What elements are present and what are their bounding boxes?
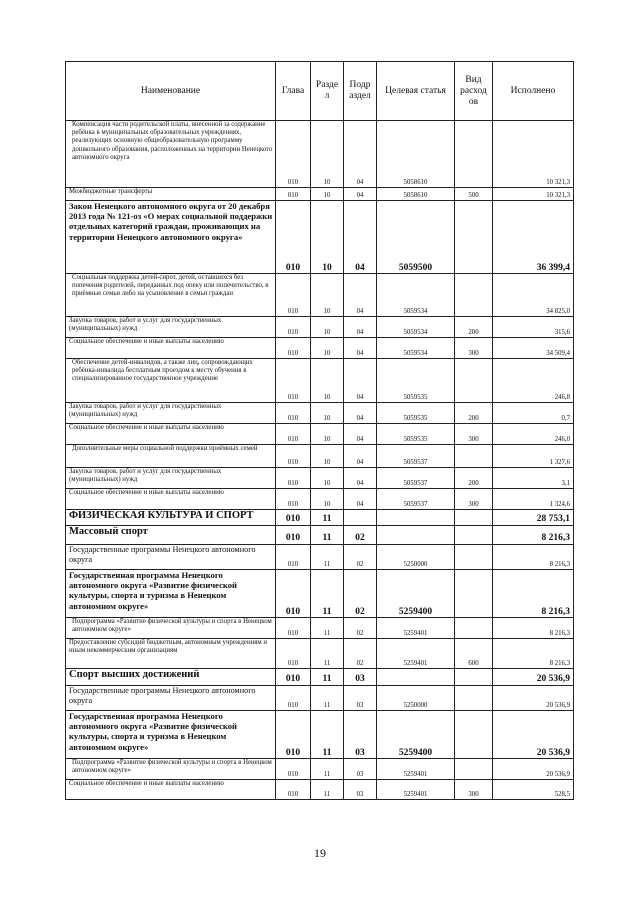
row-name: Социальное обеспечение и иные выплаты населению [66,489,276,510]
row-subsection: 04 [344,121,377,188]
row-subsection: 04 [344,359,377,403]
table-row [66,403,574,424]
row-section: 10 [311,445,344,468]
row-name: Компенсация части родительской платы, внесенной за содержание ребёнка в муниципальных образовательных учреждениях, реализующих основную общеобразовательную программу дошкольного образования, расположенных на территории Ненецкого автономного округа [66,121,276,188]
row-executed: 34 825,0 [493,274,574,317]
row-executed: 246,8 [493,359,574,403]
row-subsection: 02 [344,570,377,618]
row-section: 11 [311,570,344,618]
row-subsection: 02 [344,618,377,639]
row-section: 10 [311,338,344,359]
row-expense [455,526,493,545]
row-expense [455,359,493,403]
row-subsection: 02 [344,639,377,669]
table-row [66,274,574,317]
row-name: ФИЗИЧЕСКАЯ КУЛЬТУРА И СПОРТ [66,510,276,526]
row-expense [455,618,493,639]
row-chapter: 010 [276,526,311,545]
row-expense: 200 [455,317,493,338]
row-chapter: 010 [276,780,311,800]
row-executed: 246,0 [493,424,574,445]
row-chapter: 010 [276,669,311,686]
page-number: 19 [314,846,326,860]
budget-table-container [65,61,573,800]
table-row [66,526,574,545]
table-row [66,639,574,669]
row-expense: 600 [455,639,493,669]
row-expense: 300 [455,338,493,359]
row-chapter: 010 [276,274,311,317]
table-row [66,338,574,359]
row-section: 11 [311,711,344,759]
row-expense [455,445,493,468]
row-chapter: 010 [276,317,311,338]
row-section: 11 [311,669,344,686]
row-section: 11 [311,545,344,570]
row-target [377,526,455,545]
table-row [66,545,574,570]
row-executed: 315,6 [493,317,574,338]
row-target: 5059537 [377,489,455,510]
row-chapter: 010 [276,686,311,711]
row-expense [455,201,493,274]
row-section: 10 [311,274,344,317]
row-name: Подпрограмма «Развитие физической культуры и спорта в Ненецком автономном округе» [66,618,276,639]
row-executed: 10 321,3 [493,188,574,201]
header-name: Наименование [66,62,276,121]
row-name: Государственные программы Ненецкого автономного округа [66,545,276,570]
row-name: Государственная программа Ненецкого автономного округа «Развитие физической культуры, спорта и туризма в Ненецком автономном округе» [66,711,276,759]
table-row [66,780,574,800]
row-section: 10 [311,188,344,201]
row-chapter: 010 [276,468,311,489]
row-subsection: 03 [344,780,377,800]
row-section: 10 [311,201,344,274]
row-executed: 0,7 [493,403,574,424]
row-target: 5059537 [377,445,455,468]
row-expense [455,711,493,759]
row-name: Государственные программы Ненецкого автономного округа [66,686,276,711]
table-row [66,359,574,403]
header-section: Разде л [311,62,344,121]
row-subsection: 04 [344,489,377,510]
row-expense [455,121,493,188]
row-expense [455,669,493,686]
row-subsection: 04 [344,445,377,468]
row-chapter: 010 [276,359,311,403]
row-name: Межбюджетные трансферты [66,188,276,201]
row-target [377,510,455,526]
row-executed: 20 536,9 [493,669,574,686]
row-expense [455,274,493,317]
row-section: 10 [311,403,344,424]
row-name: Закон Ненецкого автономного округа от 20 декабря 2013 года № 121-оз «О мерах социальной поддержки отдельных категорий граждан, проживающих на территории Ненецкого автономного округа» [66,201,276,274]
table-row [66,618,574,639]
row-chapter: 010 [276,489,311,510]
table-row [66,201,574,274]
row-name: Социальное обеспечение и иные выплаты населению [66,780,276,800]
row-section: 11 [311,618,344,639]
row-section: 10 [311,317,344,338]
table-row [66,424,574,445]
table-row [66,686,574,711]
row-target: 5058610 [377,121,455,188]
row-name: Закупка товаров, работ и услуг для государственных (муниципальных) нужд [66,403,276,424]
row-name: Социальное обеспечение и иные выплаты населению [66,338,276,359]
row-executed: 8 216,3 [493,618,574,639]
header-expense: Вид расход ов [455,62,493,121]
row-executed: 8 216,3 [493,570,574,618]
row-section: 10 [311,359,344,403]
row-chapter: 010 [276,639,311,669]
row-chapter: 010 [276,545,311,570]
row-subsection: 04 [344,188,377,201]
row-chapter: 010 [276,445,311,468]
row-expense [455,759,493,780]
row-section: 11 [311,639,344,669]
row-target: 5259401 [377,759,455,780]
row-target [377,669,455,686]
row-executed: 36 399,4 [493,201,574,274]
row-chapter: 010 [276,201,311,274]
row-expense: 500 [455,188,493,201]
row-section: 10 [311,489,344,510]
row-target: 5059535 [377,403,455,424]
row-subsection: 04 [344,201,377,274]
row-expense: 300 [455,489,493,510]
row-expense [455,510,493,526]
row-target: 5059537 [377,468,455,489]
row-executed: 28 753,1 [493,510,574,526]
row-section: 11 [311,526,344,545]
table-row [66,669,574,686]
row-expense: 300 [455,780,493,800]
row-executed: 1 324,6 [493,489,574,510]
row-name: Закупка товаров, работ и услуг для государственных (муниципальных) нужд [66,468,276,489]
row-chapter: 010 [276,618,311,639]
row-target: 5259401 [377,618,455,639]
row-subsection: 04 [344,338,377,359]
row-subsection: 02 [344,545,377,570]
table-row [66,570,574,618]
row-target: 5259400 [377,711,455,759]
row-chapter: 010 [276,121,311,188]
row-executed: 20 536,9 [493,711,574,759]
row-subsection: 03 [344,669,377,686]
row-target: 5259401 [377,780,455,800]
row-name: Обеспечение детей-инвалидов, а также лиц, сопровождающих ребёнка-инвалида бесплатным проездом к месту обучения в специализированное государственное учреждение [66,359,276,403]
row-subsection: 04 [344,403,377,424]
row-target: 5259400 [377,570,455,618]
row-expense: 200 [455,403,493,424]
row-target: 5059535 [377,424,455,445]
row-executed: 1 327,6 [493,445,574,468]
row-chapter: 010 [276,403,311,424]
row-name: Предоставление субсидий бюджетным, автономным учреждениям и иным некоммерческим организациям [66,639,276,669]
row-subsection: 03 [344,686,377,711]
row-target: 5058610 [377,188,455,201]
row-section: 11 [311,780,344,800]
row-subsection: 04 [344,274,377,317]
row-subsection: 04 [344,317,377,338]
row-name: Социальное обеспечение и иные выплаты населению [66,424,276,445]
table-row [66,468,574,489]
table-row [66,188,574,201]
row-executed: 528,5 [493,780,574,800]
row-name: Спорт высших достижений [66,669,276,686]
row-name: Дополнительные меры социальной поддержки приёмных семей [66,445,276,468]
budget-table [65,61,574,800]
row-target: 5059534 [377,338,455,359]
row-chapter: 010 [276,711,311,759]
row-target: 5250000 [377,545,455,570]
header-target: Целевая статья [377,62,455,121]
table-row [66,510,574,526]
table-row [66,759,574,780]
row-executed: 3,1 [493,468,574,489]
row-executed: 34 509,4 [493,338,574,359]
row-chapter: 010 [276,188,311,201]
row-target: 5059500 [377,201,455,274]
row-subsection: 02 [344,526,377,545]
header-executed: Исполнено [493,62,574,121]
row-section: 10 [311,468,344,489]
row-executed: 20 536,9 [493,759,574,780]
row-expense [455,570,493,618]
row-expense: 200 [455,468,493,489]
row-expense [455,686,493,711]
row-chapter: 010 [276,570,311,618]
table-header-row [66,62,574,121]
row-subsection: 03 [344,711,377,759]
row-expense: 300 [455,424,493,445]
row-chapter: 010 [276,759,311,780]
row-section: 11 [311,759,344,780]
row-name: Государственная программа Ненецкого автономного округа «Развитие физической культуры, спорта и туризма в Ненецком автономном округе» [66,570,276,618]
row-name: Массовый спорт [66,526,276,545]
row-target: 5259401 [377,639,455,669]
row-target: 5059534 [377,274,455,317]
row-executed: 20 536,9 [493,686,574,711]
row-executed: 8 216,3 [493,639,574,669]
row-subsection: 04 [344,424,377,445]
header-subsection: Подр аздел [344,62,377,121]
row-section: 11 [311,686,344,711]
row-executed: 8 216,3 [493,545,574,570]
row-executed: 8 216,3 [493,526,574,545]
table-row [66,121,574,188]
row-executed: 10 321,3 [493,121,574,188]
table-row [66,317,574,338]
row-target: 5059534 [377,317,455,338]
row-name: Подпрограмма «Развитие физической культуры и спорта в Ненецком автономном округе» [66,759,276,780]
row-subsection [344,510,377,526]
row-subsection: 04 [344,468,377,489]
row-subsection: 03 [344,759,377,780]
row-expense [455,545,493,570]
table-row [66,489,574,510]
row-chapter: 010 [276,338,311,359]
row-chapter: 010 [276,424,311,445]
row-section: 10 [311,424,344,445]
row-section: 11 [311,510,344,526]
row-name: Закупка товаров, работ и услуг для государственных (муниципальных) нужд [66,317,276,338]
row-section: 10 [311,121,344,188]
row-name: Социальная поддержка детей-сирот, детей, оставшихся без попечения родителей, переданных под опеку или попечительство, в приёмные семьи либо на усыновление в семьи граждан [66,274,276,317]
row-chapter: 010 [276,510,311,526]
table-row [66,711,574,759]
row-target: 5250000 [377,686,455,711]
row-target: 5059535 [377,359,455,403]
table-row [66,445,574,468]
header-chapter: Глава [276,62,311,121]
